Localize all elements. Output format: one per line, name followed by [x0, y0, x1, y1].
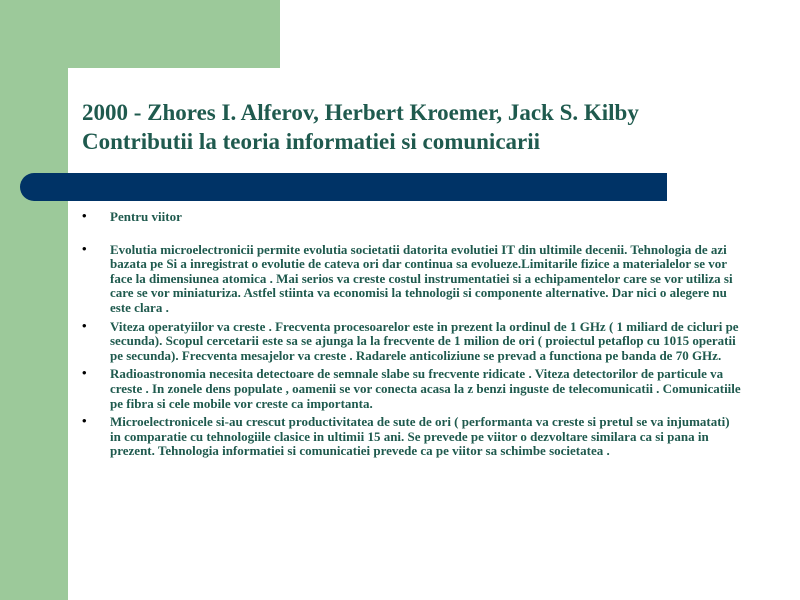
list-item	[78, 367, 743, 411]
title-line-2: Contributii la teoria informatiei si comunicarii	[82, 129, 541, 154]
title-divider-bar	[20, 173, 667, 201]
bullet-icon: •	[82, 317, 87, 333]
title-line-1: 2000 - Zhores I. Alferov, Herbert Kroemer, Jack S. Kilby	[82, 100, 639, 125]
list-item	[78, 317, 743, 364]
bullet-icon: •	[82, 365, 87, 381]
list-item-text: Pentru viitor	[110, 209, 182, 224]
list-item	[78, 210, 743, 225]
list-item	[78, 415, 743, 459]
list-item-text: Evolutia microelectronicii permite evolutia societatii datorita evolutiei IT din ultimile decenii. Tehnologia de azi bazata pe Si a inregistrat o evolutie de cateva ori dar continua sa evolueze.Limitarile fizice a materialelor se vor face la dimensiunea atomica . Mai serios va creste costul instrumentatiei si a echipamentelor care se vor utiliza si care se vor miniaturiza. Astfel stiinta va economisi la tehnologii si componente alternative. Dar nici o alegere nu este clara .	[110, 241, 733, 315]
list-item	[78, 240, 743, 316]
bullet-icon: •	[82, 240, 87, 256]
green-side-band	[0, 0, 68, 600]
bullet-list	[78, 210, 743, 459]
bullet-icon: •	[82, 208, 87, 223]
bullet-icon: •	[82, 413, 87, 429]
list-item-text: Radioastronomia necesita detectoare de semnale slabe su frecvente ridicate . Viteza detectorilor de particule va creste . In zonele dens populate , oamenii se vor conecta acasa la z benzi inguste de telecomunicatii . Comunicatiile pe fibra si cele mobile vor creste ca importanta.	[110, 366, 741, 411]
list-item-text: Microelectronicele si-au crescut productivitatea de sute de ori ( performanta va creste si pretul se va injumatati) in comparatie cu tehnologiile clasice in ultimii 15 ani. Se prevede pe viitor o dezvoltare similara ca si pana in prezent. Tehnologia informatiei si comunicatiei prevede ca pe viitor sa schimbe societatea .	[110, 414, 730, 459]
slide-title	[82, 98, 782, 156]
green-top-band	[0, 0, 280, 68]
list-item-text: Viteza operatyiilor va creste . Frecventa procesoarelor este in prezent la ordinul de 1 GHz ( 1 miliard de cicluri pe secunda). Scopul cercetarii este sa se ajunga la la frecvente de 1 milion de ori ( proiectul petaflop cu 1015 operatii pe secunda). Frecventa mesajelor va creste . Radarele anticoliziune se prevad a functiona pe banda de 70 GHz.	[110, 318, 739, 363]
